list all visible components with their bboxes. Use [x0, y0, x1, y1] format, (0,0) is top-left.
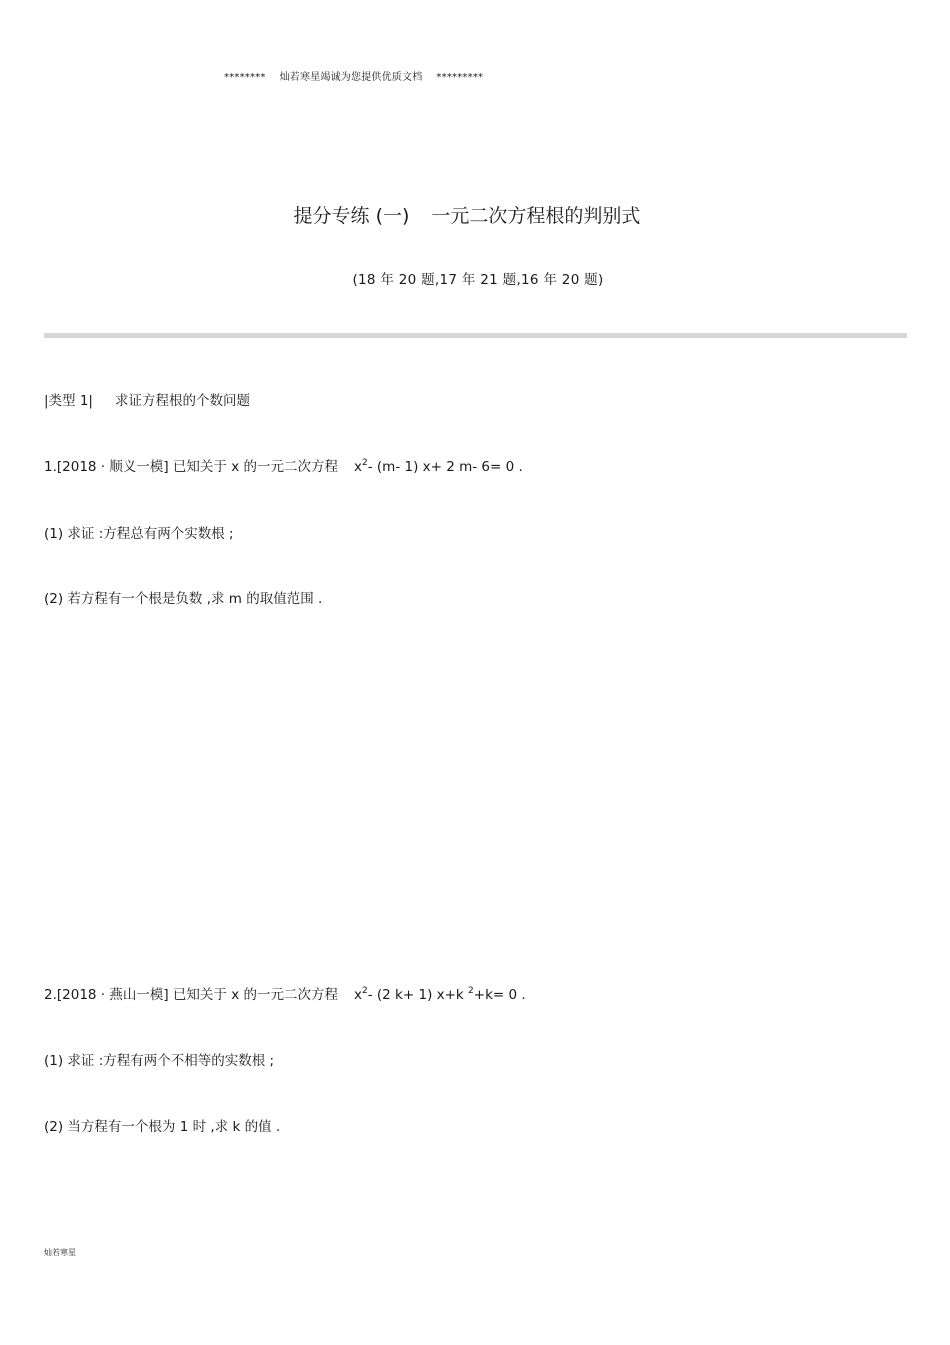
question-2-part-1: (1) 求证 :方程有两个不相等的实数根 ;	[44, 1053, 275, 1069]
type-label: |类型 1|	[44, 393, 93, 409]
title-topic: 一元二次方程根的判别式	[431, 205, 641, 227]
header-stars-right: *********	[436, 72, 484, 83]
page-footer: 灿若寒星	[44, 1248, 76, 1257]
title-main: 提分专练 (一)	[293, 205, 410, 227]
header-text: 灿若寒星竭诚为您提供优质文档	[279, 72, 423, 83]
header-stars-left: ********	[224, 72, 266, 83]
question-2-stem: 2.[2018 · 燕山一模] 已知关于 x 的一元二次方程 $x^2-$ (2 k+ 1) x+k $^2$+k= 0 .	[44, 986, 526, 1003]
question-1-stem: 1.[2018 · 顺义一模] 已知关于 x 的一元二次方程 $x^2-$ (m- 1) x+ 2 m- 6= 0 .	[44, 458, 523, 475]
type-heading	[44, 389, 250, 409]
page-title	[0, 201, 934, 228]
type-text: 求证方程根的个数问题	[114, 393, 250, 409]
section-divider	[44, 333, 907, 338]
page-subtitle: (18 年 20 题,17 年 21 题,16 年 20 题)	[352, 272, 604, 288]
question-2-part-2: (2) 当方程有一个根为 1 时 ,求 k 的值 .	[44, 1119, 281, 1135]
page-header	[224, 68, 483, 83]
question-1-part-1: (1) 求证 :方程总有两个实数根 ;	[44, 526, 234, 542]
question-1-part-2: (2) 若方程有一个根是负数 ,求 m 的取值范围 .	[44, 591, 323, 607]
